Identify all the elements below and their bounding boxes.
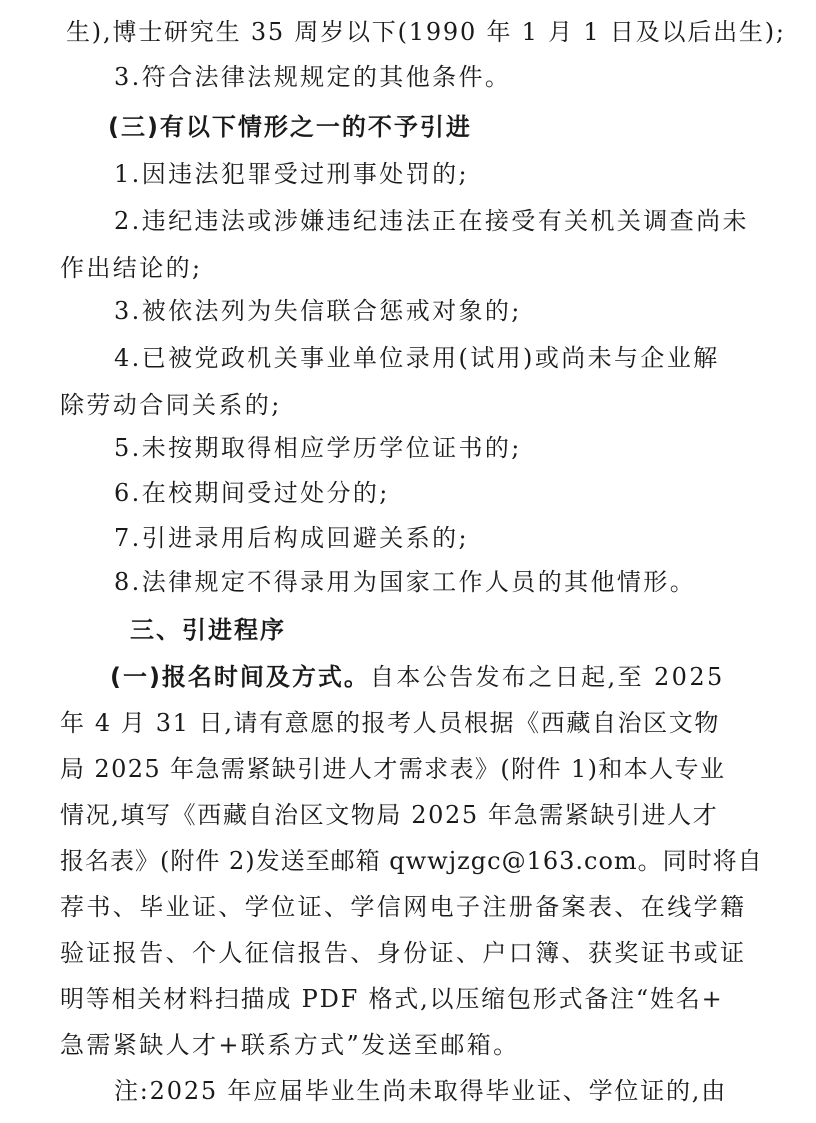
paragraph-one-line-9: 急需紧缺人才+联系方式”发送至邮箱。 [60, 1031, 520, 1059]
paragraph-one-text: 自本公告发布之日起,至 2025 [369, 663, 725, 691]
text-line-1: 生),博士研究生 35 周岁以下(1990 年 1 月 1 日及以后出生); [66, 18, 786, 46]
paragraph-one-line-6: 荐书、毕业证、学位证、学信网电子注册备案表、在线学籍 [60, 893, 747, 921]
exclusion-item-8: 8.法律规定不得录用为国家工作人员的其他情形。 [114, 568, 697, 596]
paragraph-one-heading: (一)报名时间及方式。 [110, 663, 370, 691]
exclusion-item-4-cont: 除劳动合同关系的; [60, 391, 282, 419]
exclusion-item-2-cont: 作出结论的; [60, 254, 203, 282]
condition-item-3: 3.符合法律法规规定的其他条件。 [114, 63, 512, 91]
note-line: 注:2025 年应届毕业生尚未取得毕业证、学位证的,由 [114, 1077, 728, 1105]
paragraph-one-line-8: 明等相关材料扫描成 PDF 格式,以压缩包形式备注“姓名+ [60, 985, 724, 1013]
exclusion-item-2: 2.违纪违法或涉嫌违纪违法正在接受有关机关调查尚未 [114, 207, 749, 235]
paragraph-one-line-2: 年 4 月 31 日,请有意愿的报考人员根据《西藏自治区文物 [60, 709, 720, 737]
section-heading-not-introduced: (三)有以下情形之一的不予引进 [108, 113, 472, 141]
exclusion-item-6: 6.在校期间受过处分的; [114, 479, 390, 507]
exclusion-item-3: 3.被依法列为失信联合惩戒对象的; [114, 297, 522, 325]
paragraph-one-line-7: 验证报告、个人征信报告、身份证、户口簿、获奖证书或证 [60, 939, 747, 967]
paragraph-one-line-3: 局 2025 年急需紧缺引进人才需求表》(附件 1)和本人专业 [60, 755, 726, 783]
exclusion-item-7: 7.引进录用后构成回避关系的; [114, 524, 469, 552]
paragraph-one-first-line [110, 662, 725, 692]
section-heading-procedure: 三、引进程序 [130, 616, 286, 644]
paragraph-one-line-4: 情况,填写《西藏自治区文物局 2025 年急需紧缺引进人才 [60, 801, 719, 829]
exclusion-item-4: 4.已被党政机关事业单位录用(试用)或尚未与企业解 [114, 344, 720, 372]
exclusion-item-5: 5.未按期取得相应学历学位证书的; [114, 434, 522, 462]
paragraph-one-line-5: 报名表》(附件 2)发送至邮箱 qwwjzgc@163.com。同时将自 [60, 847, 763, 875]
exclusion-item-1: 1.因违法犯罪受过刑事处罚的; [114, 160, 469, 188]
